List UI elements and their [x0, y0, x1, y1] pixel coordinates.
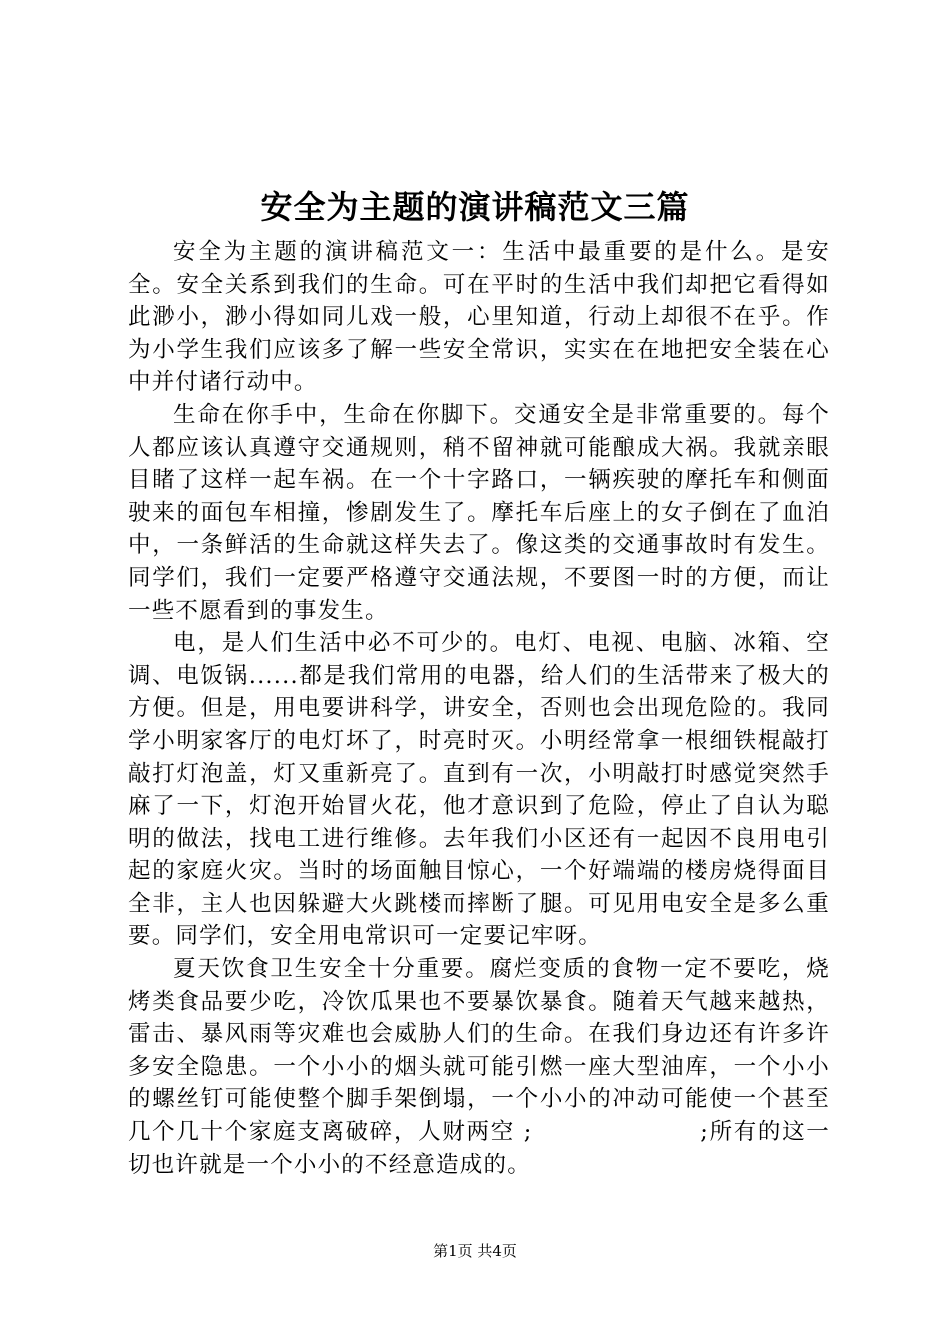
- paragraph-3: 电，是人们生活中必不可少的。电灯、电视、电脑、冰箱、空调、电饭锅......都是我们常用的电器，给人们的生活带来了极大的方便。但是，用电要讲科学，讲安全，否则也会出现危险的。我同学小明家客厅的电灯坏了，时亮时灭。小明经常拿一根细铁棍敲打敲打灯泡盖，灯又重新亮了。直到有一次，小明敲打时感觉突然手麻了一下，灯泡开始冒火花，他才意识到了危险，停止了自认为聪明的做法，找电工进行维修。去年我们小区还有一起因不良用电引起的家庭火灾。当时的场面触目惊心，一个好端端的楼房烧得面目全非，主人也因躲避大火跳楼而摔断了腿。可见用电安全是多么重要。同学们，安全用电常识可一定要记牢呀。: [128, 630, 830, 950]
- paragraph-4: 夏天饮食卫生安全十分重要。腐烂变质的食物一定不要吃，烧烤类食品要少吃，冷饮瓜果也不要暴饮暴食。随着天气越来越热，雷击、暴风雨等灾难也会威胁人们的生命。在我们身边还有许多许多安全隐患。一个小小的烟头就可能引燃一座大型油库，一个小小的螺丝钉可能使整个脚手架倒塌，一个小小的冲动可能使一个甚至几个几十个家庭支离破碎，人财两空 ; ;所有的这一切也许就是一个小小的不经意造成的。: [128, 956, 830, 1178]
- document-body: [128, 236, 830, 1181]
- paragraph-2: 生命在你手中，生命在你脚下。交通安全是非常重要的。每个人都应该认真遵守交通规则，稍不留神就可能酿成大祸。我就亲眼目睹了这样一起车祸。在一个十字路口，一辆疾驶的摩托车和侧面驶来的面包车相撞，惨剧发生了。摩托车后座上的女子倒在了血泊中，一条鲜活的生命就这样失去了。像这类的交通事故时有发生。同学们，我们一定要严格遵守交通法规，不要图一时的方便，而让一些不愿看到的事发生。: [128, 401, 830, 624]
- paragraph-1: 安全为主题的演讲稿范文一：生活中最重要的是什么。是安全。安全关系到我们的生命。可在平时的生活中我们却把它看得如此渺小，渺小得如同儿戏一般，心里知道，行动上却很不在乎。作为小学生我们应该多了解一些安全常识，实实在在地把安全装在心中并付诸行动中。: [128, 239, 830, 396]
- page-number-footer: 第1页 共4页: [433, 1242, 517, 1260]
- document-title: 安全为主题的演讲稿范文三篇: [260, 188, 690, 226]
